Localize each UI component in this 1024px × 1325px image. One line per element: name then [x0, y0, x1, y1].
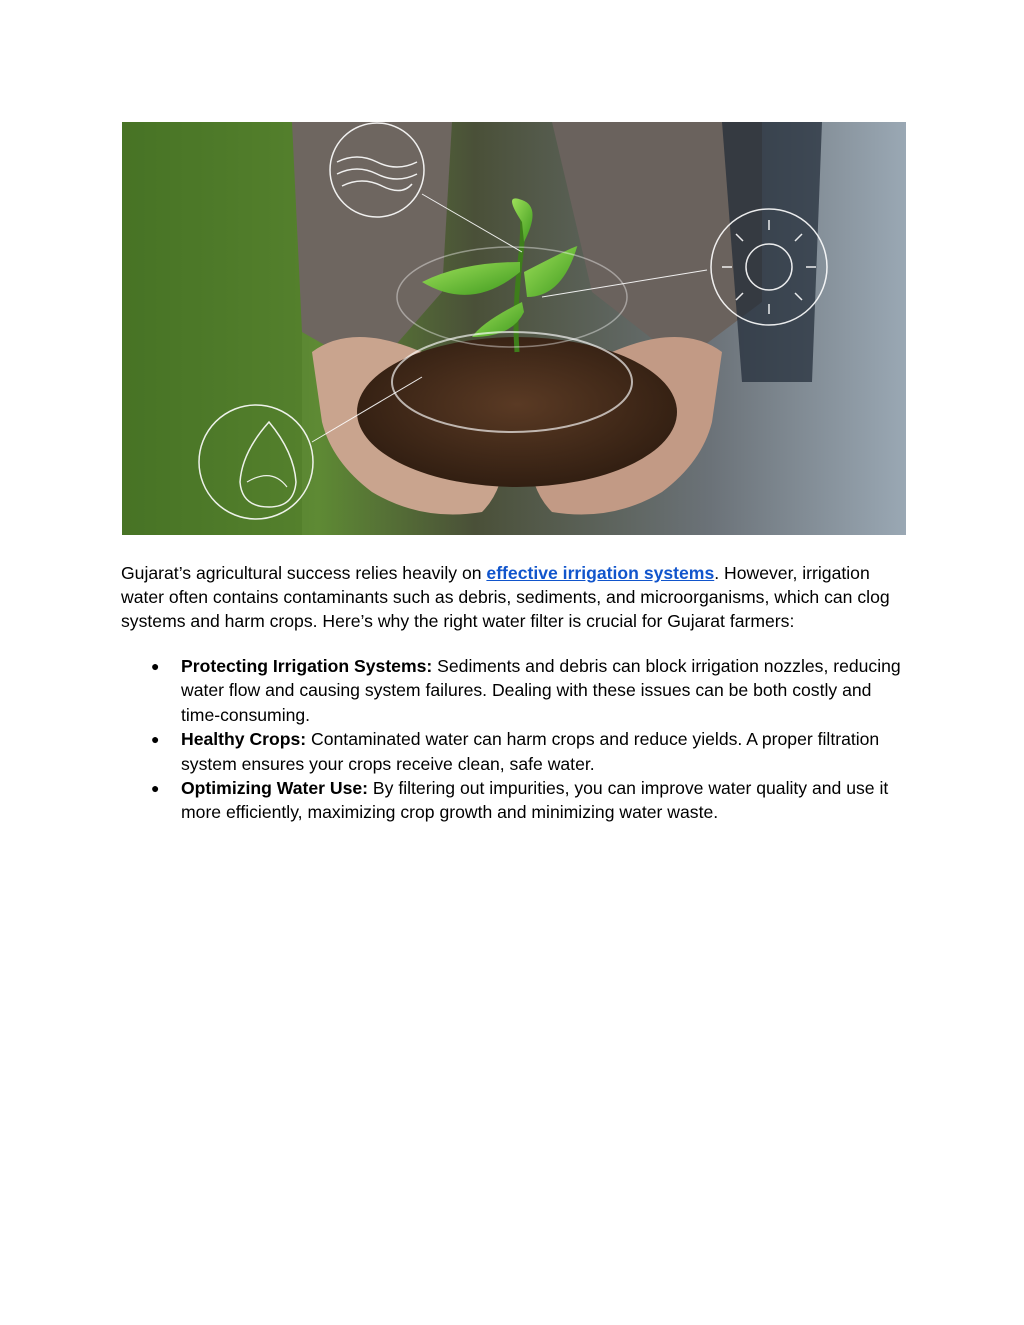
list-item-heading: Healthy Crops: [181, 729, 307, 750]
list-item [121, 776, 911, 825]
intro-paragraph [121, 561, 911, 633]
list-item-text: By filtering out impurities, you can improve water quality and use it more efficiently, maximizing crop growth and minimizing water waste. [181, 778, 889, 823]
intro-text-before-link: Gujarat’s agricultural success relies heavily on [121, 563, 487, 583]
list-item [121, 727, 911, 776]
list-item-text: Sediments and debris can block irrigation nozzles, reducing water flow and causing system failures. Dealing with these issues can be both costly and time-consuming. [181, 656, 901, 725]
benefits-list [121, 654, 911, 825]
hero-image [122, 122, 906, 535]
irrigation-systems-link[interactable]: effective irrigation systems [486, 563, 715, 583]
bullet-icon: ● [151, 731, 160, 748]
list-item [121, 654, 911, 727]
list-item-heading: Protecting Irrigation Systems: [181, 656, 433, 676]
bullet-icon: ● [151, 780, 160, 797]
bullet-icon: ● [151, 658, 160, 674]
list-item-text: Contaminated water can harm crops and reduce yields. A proper filtration system ensures your crops receive clean, safe water. [181, 729, 880, 774]
intro-text-after-link: . However, irrigation water often contains contaminants such as debris, sediments, and microorganisms, which can clog systems and harm crops. Here’s why the right water filter is crucial for Gujarat farmers: [121, 563, 890, 631]
list-item-heading: Optimizing Water Use: [181, 778, 369, 799]
